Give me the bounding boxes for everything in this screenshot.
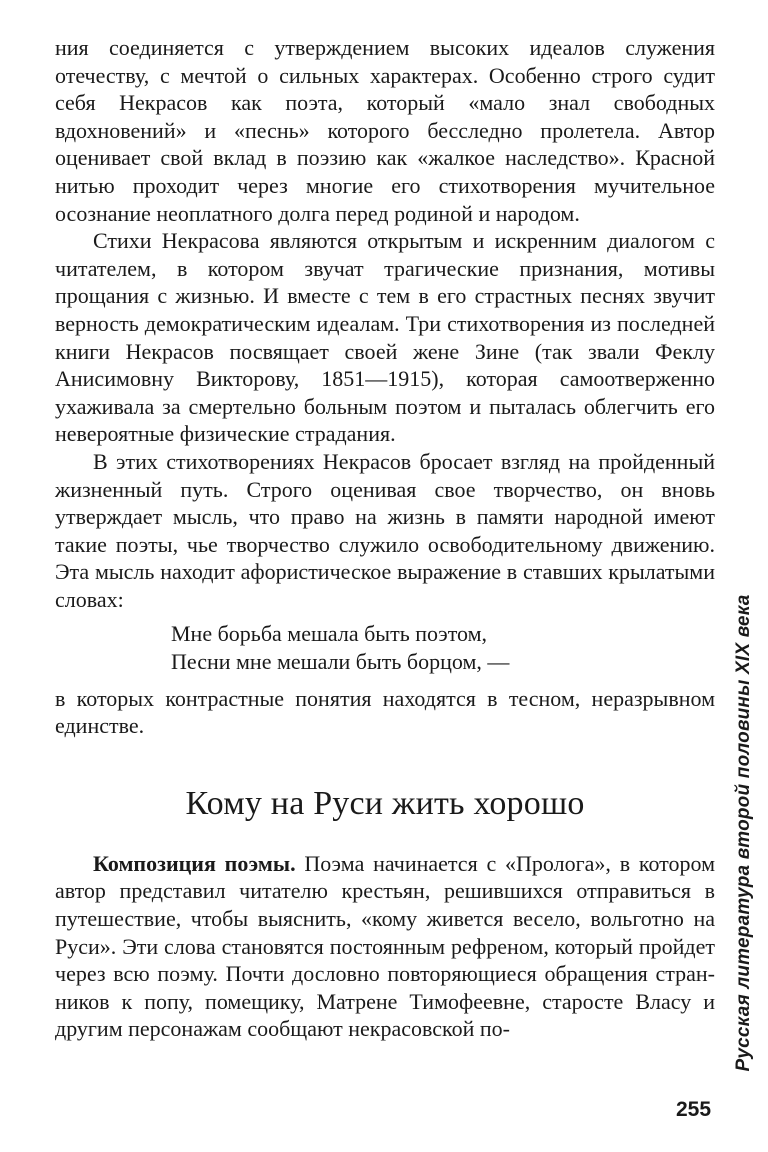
verse-quote [171,620,715,675]
paragraph-poems: В этих стихотворениях Некрасов бросает взгляд на пройденный жизненный путь. Строго оценивая свое творчество, он вновь утверждает мысль, что право на жизнь в памяти народной имеют такие поэты, чье творчество служило освободительному движению. Эта мысль находит афористическое выражение в ставших крылатыми словах: [55,448,715,612]
paragraph-dialogue: Стихи Некрасова являются открытым и искренним диалогом с читателем, в котором звучат трагические признания, мотивы прощания с жизнью. И вместе с тем в его страстных песнях звучит верность демократическим идеалам. Три стихотворения из последней книги Некрасов посвящает своей жене Зине (так звали Феклу Анисимовну Викторову, 1851—1915), которая самоотверженно ухаживала за смертельно больным поэтом и пыталась облегчить его невероятные физические страдания. [55,228,715,447]
verse-line: Песни мне мешали быть борцом, — [171,649,510,675]
paragraph-lead: Композиция поэмы. [93,850,296,876]
text-column [55,34,715,1043]
section-title: Кому на Руси жить хорошо [185,784,585,822]
paragraph-body: Поэма начинается с «Пролога», в котором автор представил читателю крестьян, решившихся отправиться в путешествие, чтобы выяснить, «кому живется весело, вольготно на Руси». Эти слова становятся постоянным рефреном, который пройдет через всю поэму. Почти дословно повторяющиеся обращения странников к попу, помещику, Матрене Тимофеевне, старосте Власу и другим персонажам сообщают некрасовской по- [55,850,715,1042]
paragraph-after-verse: в которых контрастные понятия находятся в тесном, неразрывном единстве. [55,685,715,739]
paragraph-composition [55,850,715,1043]
paragraph-continuation: ния соединяется с утверждением высоких идеалов служения отечеству, с мечтой о сильных характерах. Особенно строго судит себя Некрасов как поэта, который «мало знал свободных вдохновений» и «песнь» которого бесследно пролетела. Автор оценивает свой вклад в поэзию как «жалкое наследство». Красной нитью проходит через многие его стихотворения мучительное осознание неоплатного долга перед родиной и народом. [55,35,715,226]
running-head: Русская литература второй половины XIX века [733,594,754,1072]
page-number: 255 [676,1098,712,1121]
verse-line: Мне борьба мешала быть поэтом, [171,621,488,647]
